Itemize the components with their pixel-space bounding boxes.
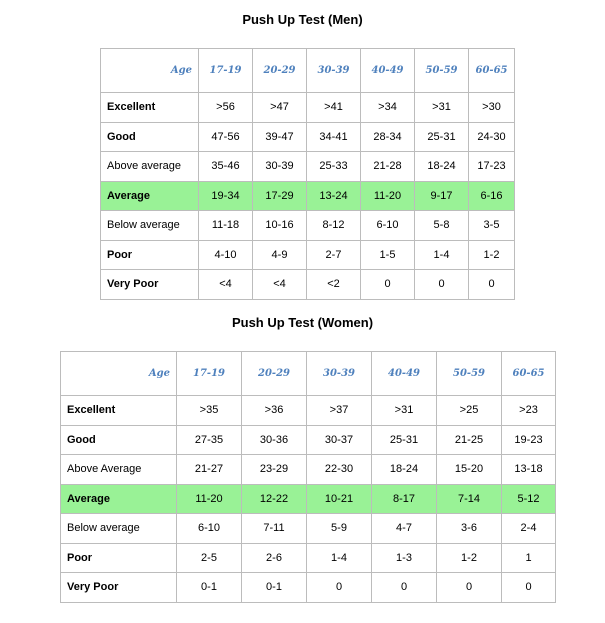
rating-label: Below average [61,514,177,544]
age-group-header: 40-49 [372,352,437,396]
pushup-range-cell: 8-12 [307,211,361,241]
age-group-header: 30-39 [307,352,372,396]
pushup-range-cell: >35 [177,396,242,426]
table-row [61,514,556,544]
pushup-range-cell: >31 [372,396,437,426]
pushup-range-cell: 30-39 [253,152,307,182]
table-row [101,93,515,123]
pushup-range-cell: 0 [415,270,469,300]
pushup-range-cell: 5-12 [502,484,556,514]
rating-label: Above average [101,152,199,182]
pushup-range-cell: 11-18 [199,211,253,241]
age-group-header: 17-19 [199,49,253,93]
pushup-range-cell: <2 [307,270,361,300]
rating-label: Poor [61,543,177,573]
age-group-header: 50-59 [415,49,469,93]
pushup-range-cell: 7-14 [437,484,502,514]
age-header-row [61,352,556,396]
rating-label: Good [101,122,199,152]
pushup-range-cell: 10-21 [307,484,372,514]
age-header-label: Age [101,49,199,93]
pushup-range-cell: 11-20 [177,484,242,514]
pushup-range-cell: 25-33 [307,152,361,182]
pushup-range-cell: >56 [199,93,253,123]
pushup-range-cell: <4 [253,270,307,300]
age-group-header: 17-19 [177,352,242,396]
pushup-range-cell: 30-37 [307,425,372,455]
pushup-range-cell: 4-9 [253,240,307,270]
pushup-range-cell: 47-56 [199,122,253,152]
table-row [61,396,556,426]
age-header-label: Age [61,352,177,396]
pushup-range-cell: >31 [415,93,469,123]
pushup-range-cell: 2-5 [177,543,242,573]
pushup-range-cell: 24-30 [469,122,515,152]
rating-label: Very Poor [101,270,199,300]
pushup-range-cell: 12-22 [242,484,307,514]
pushup-range-cell: 30-36 [242,425,307,455]
pushup-range-cell: 35-46 [199,152,253,182]
pushup-range-cell: 1-5 [361,240,415,270]
rating-label: Average [101,181,199,211]
men-table-title: Push Up Test (Men) [242,12,363,27]
pushup-range-cell: 5-9 [307,514,372,544]
pushup-range-cell: <4 [199,270,253,300]
pushup-range-cell: 2-7 [307,240,361,270]
table-row [101,152,515,182]
pushup-range-cell: 21-25 [437,425,502,455]
table-row [61,455,556,485]
pushup-range-cell: 25-31 [372,425,437,455]
pushup-range-cell: 34-41 [307,122,361,152]
age-header-row [101,49,515,93]
pushup-range-cell: 0 [307,573,372,603]
pushup-range-cell: 27-35 [177,425,242,455]
pushup-range-cell: 19-34 [199,181,253,211]
table-row [61,484,556,514]
pushup-range-cell: 13-24 [307,181,361,211]
pushup-range-cell: 39-47 [253,122,307,152]
table-row [61,543,556,573]
pushup-range-cell: >37 [307,396,372,426]
pushup-range-cell: 1-4 [415,240,469,270]
table-row [101,211,515,241]
pushup-range-cell: 3-5 [469,211,515,241]
pushup-range-cell: 28-34 [361,122,415,152]
age-group-header: 60-65 [469,49,515,93]
rating-label: Very Poor [61,573,177,603]
age-group-header: 50-59 [437,352,502,396]
pushup-range-cell: 17-29 [253,181,307,211]
pushup-range-cell: 18-24 [372,455,437,485]
pushup-range-cell: 0 [469,270,515,300]
pushup-range-cell: 10-16 [253,211,307,241]
pushup-range-cell: 0-1 [177,573,242,603]
table-row [61,573,556,603]
pushup-range-cell: 1-4 [307,543,372,573]
table-row [101,270,515,300]
pushup-range-cell: 11-20 [361,181,415,211]
pushup-range-cell: 0-1 [242,573,307,603]
rating-label: Below average [101,211,199,241]
pushup-range-cell: >36 [242,396,307,426]
men-pushup-table [100,48,515,300]
pushup-range-cell: 1-2 [437,543,502,573]
pushup-range-cell: >25 [437,396,502,426]
pushup-range-cell: 15-20 [437,455,502,485]
pushup-range-cell: 0 [372,573,437,603]
age-group-header: 60-65 [502,352,556,396]
women-pushup-table [60,351,556,603]
pushup-range-cell: >23 [502,396,556,426]
pushup-range-cell: 22-30 [307,455,372,485]
rating-label: Good [61,425,177,455]
rating-label: Excellent [61,396,177,426]
age-group-header: 40-49 [361,49,415,93]
pushup-range-cell: 1 [502,543,556,573]
pushup-range-cell: 6-10 [177,514,242,544]
pushup-range-cell: 21-28 [361,152,415,182]
pushup-range-cell: 4-7 [372,514,437,544]
age-group-header: 20-29 [253,49,307,93]
pushup-range-cell: 0 [502,573,556,603]
pushup-range-cell: 13-18 [502,455,556,485]
table-row [101,122,515,152]
pushup-range-cell: 17-23 [469,152,515,182]
pushup-range-cell: 8-17 [372,484,437,514]
pushup-range-cell: 6-10 [361,211,415,241]
pushup-range-cell: 0 [361,270,415,300]
age-group-header: 30-39 [307,49,361,93]
pushup-range-cell: 0 [437,573,502,603]
pushup-range-cell: >34 [361,93,415,123]
women-table-title: Push Up Test (Women) [231,315,374,330]
pushup-range-cell: 7-11 [242,514,307,544]
pushup-range-cell: 1-2 [469,240,515,270]
table-row [101,240,515,270]
rating-label: Excellent [101,93,199,123]
rating-label: Average [61,484,177,514]
pushup-range-cell: 5-8 [415,211,469,241]
rating-label: Above Average [61,455,177,485]
pushup-range-cell: 2-6 [242,543,307,573]
table-row [101,181,515,211]
rating-label: Poor [101,240,199,270]
table-row [61,425,556,455]
pushup-range-cell: 19-23 [502,425,556,455]
pushup-range-cell: 3-6 [437,514,502,544]
pushup-range-cell: 25-31 [415,122,469,152]
pushup-range-cell: 18-24 [415,152,469,182]
pushup-range-cell: 21-27 [177,455,242,485]
pushup-range-cell: 4-10 [199,240,253,270]
pushup-range-cell: 1-3 [372,543,437,573]
pushup-range-cell: 6-16 [469,181,515,211]
pushup-range-cell: 2-4 [502,514,556,544]
pushup-range-cell: 23-29 [242,455,307,485]
pushup-range-cell: >47 [253,93,307,123]
pushup-range-cell: >30 [469,93,515,123]
pushup-range-cell: >41 [307,93,361,123]
pushup-range-cell: 9-17 [415,181,469,211]
age-group-header: 20-29 [242,352,307,396]
